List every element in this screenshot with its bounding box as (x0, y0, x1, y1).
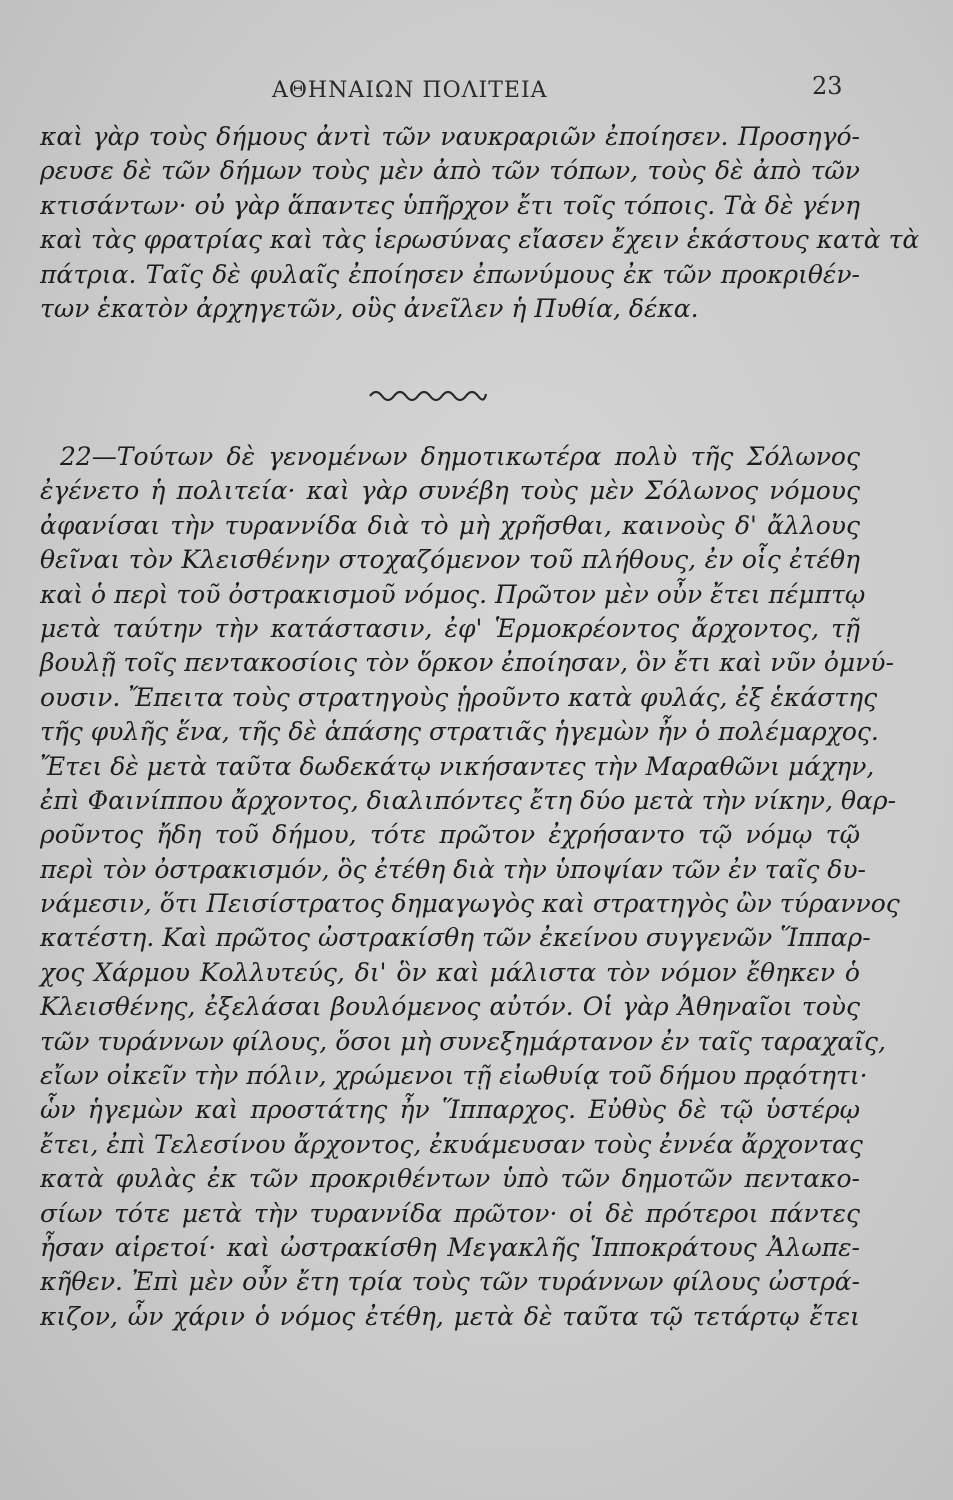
text-line: κτισάντων· οὐ γὰρ ἅπαντες ὑπῆρχον ἔτι τοῖς τόποις. Τὰ δὲ γένη (40, 190, 860, 220)
text-line: κατέστη. Καὶ πρῶτος ὠστρακίσθη τῶν ἐκείνου συγγενῶν Ἵππαρ- (40, 923, 871, 953)
paragraph-2 (40, 440, 900, 1334)
text-line: θεῖναι τὸν Κλεισθένην στοχαζόμενον τοῦ πλήθους, ἐν οἷς ἐτέθη (40, 545, 860, 575)
text-line: κατὰ φυλὰς ἐκ τῶν προκριθέντων ὑπὸ τῶν δημοτῶν πεντακο- (40, 1164, 860, 1194)
running-title: ΑΘΗΝΑΙΩΝ ΠΟΛΙΤΕΙΑ (272, 78, 548, 103)
text-line: ροῦντος ἤδη τοῦ δήμου, τότε πρῶτον ἐχρήσαντο τῷ νόμῳ τῷ (40, 820, 860, 850)
text-line: τῶν τυράννων φίλους, ὅσοι μὴ συνεξημάρτανον ἐν ταῖς ταραχαῖς, (40, 1026, 886, 1056)
text-line: Ἔτει δὲ μετὰ ταῦτα δωδεκάτῳ νικήσαντες τὴν Μαραθῶνι μάχην, (40, 751, 875, 781)
text-line: νάμεσιν, ὅτι Πεισίστρατος δημαγωγὸς καὶ στρατηγὸς ὢν τύραννος (40, 889, 900, 919)
text-line: ὧν ἡγεμὼν καὶ προστάτης ἦν Ἵππαρχος. Εὐθὺς δὲ τῷ ὑστέρῳ (40, 1095, 860, 1125)
page-number: 23 (812, 72, 843, 100)
text-line: ἦσαν αἱρετοί· καὶ ὠστρακίσθη Μεγακλῆς Ἱπποκράτους Ἀλωπε- (40, 1232, 860, 1262)
text-line: περὶ τὸν ὀστρακισμόν, ὃς ἐτέθη διὰ τὴν ὑποψίαν τῶν ἐν ταῖς δυ- (40, 854, 866, 884)
text-line: κιζον, ὧν χάριν ὁ νόμος ἐτέθη, μετὰ δὲ ταῦτα τῷ τετάρτῳ ἔτει (40, 1301, 860, 1331)
text-line: πάτρια. Ταῖς δὲ φυλαῖς ἐποίησεν ἐπωνύμους ἐκ τῶν προκριθέν- (40, 259, 860, 289)
text-line: τῆς φυλῆς ἕνα, τῆς δὲ ἁπάσης στρατιᾶς ἡγεμὼν ἦν ὁ πολέμαρχος. (40, 717, 879, 747)
text-line: καὶ τὰς φρατρίας καὶ τὰς ἱερωσύνας εἴασεν ἔχειν ἑκάστους κατὰ τὰ (40, 225, 920, 255)
text-line: σίων τότε μετὰ τὴν τυραννίδα πρῶτον· οἱ δὲ πρότεροι πάντες (40, 1198, 860, 1228)
section-ornament (368, 384, 488, 404)
paragraph-1 (40, 120, 920, 326)
text-line: ἐγένετο ἡ πολιτεία· καὶ γὰρ συνέβη τοὺς μὲν Σόλωνος νόμους (40, 476, 860, 506)
text-line: καὶ ὁ περὶ τοῦ ὀστρακισμοῦ νόμος. Πρῶτον μὲν οὖν ἔτει πέμπτῳ (40, 579, 866, 609)
text-line: ρευσε δὲ τῶν δήμων τοὺς μὲν ἀπὸ τῶν τόπων, τοὺς δὲ ἀπὸ τῶν (40, 156, 860, 186)
text-line: 22—Τούτων δὲ γενομένων δημοτικωτέρα πολὺ τῆς Σόλωνος (60, 442, 860, 471)
text-line: ἀφανίσαι τὴν τυραννίδα διὰ τὸ μὴ χρῆσθαι, καινοὺς δ' ἄλλους (40, 510, 860, 540)
text-line: κῆθεν. Ἐπὶ μὲν οὖν ἔτη τρία τοὺς τῶν τυράννων φίλους ὠστρά- (40, 1267, 860, 1297)
text-line: χος Χάρμου Κολλυτεύς, δι' ὃν καὶ μάλιστα τὸν νόμον ἔθηκεν ὁ (40, 957, 860, 987)
page-header (0, 70, 953, 110)
text-line: των ἑκατὸν ἀρχηγετῶν, οὓς ἀνεῖλεν ἡ Πυθία, δέκα. (40, 293, 699, 323)
text-line: βουλῇ τοῖς πεντακοσίοις τὸν ὅρκον ἐποίησαν, ὃν ἔτι καὶ νῦν ὀμνύ- (40, 648, 894, 678)
text-line: ἔτει, ἐπὶ Τελεσίνου ἄρχοντος, ἐκυάμευσαν τοὺς ἐννέα ἄρχοντας (40, 1129, 863, 1159)
text-line: Κλεισθένης, ἐξελάσαι βουλόμενος αὐτόν. Οἱ γὰρ Ἀθηναῖοι τοὺς (40, 992, 860, 1022)
text-line: ουσιν. Ἔπειτα τοὺς στρατηγοὺς ᾑροῦντο κατὰ φυλάς, ἐξ ἑκάστης (40, 682, 878, 712)
text-line: ἐπὶ Φαινίππου ἄρχοντος, διαλιπόντες ἔτη δύο μετὰ τὴν νίκην, θαρ- (40, 785, 897, 815)
text-line: μετὰ ταύτην τὴν κατάστασιν, ἐφ' Ἑρμοκρέοντος ἄρχοντος, τῇ (40, 613, 860, 643)
text-line: καὶ γὰρ τοὺς δήμους ἀντὶ τῶν ναυκραριῶν ἐποίησεν. Προσηγό- (40, 122, 860, 151)
text-line: εἴων οἰκεῖν τὴν πόλιν, χρώμενοι τῇ εἰωθυίᾳ τοῦ δήμου πρᾳότητι· (40, 1061, 868, 1091)
